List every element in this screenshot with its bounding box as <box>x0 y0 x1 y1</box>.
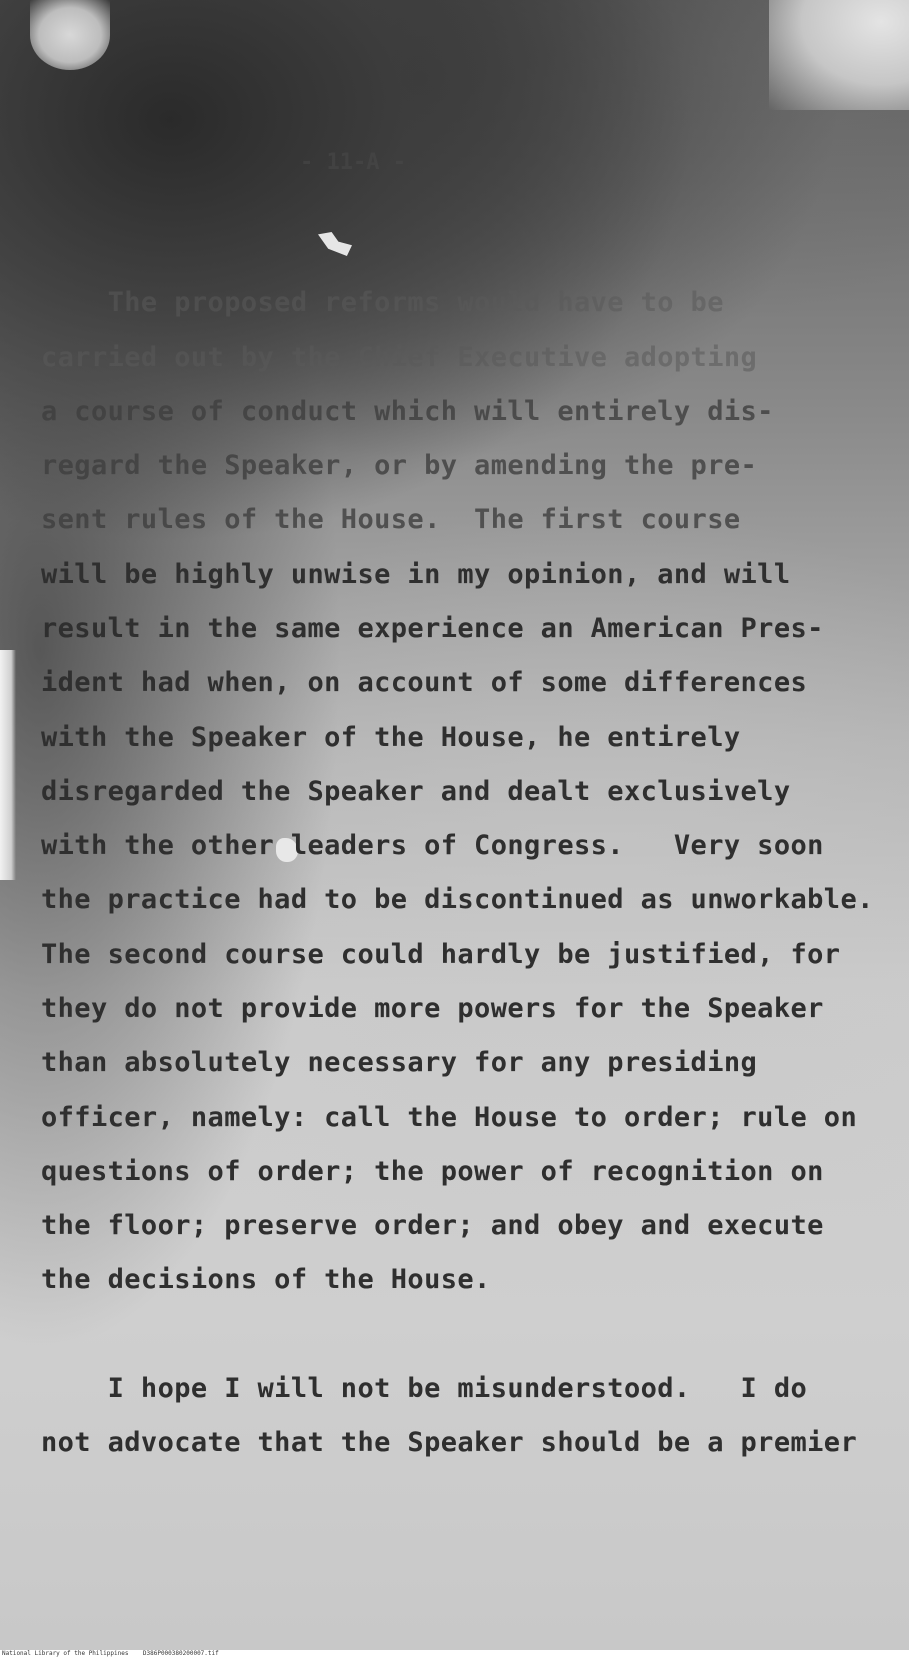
text-line: regard the Speaker, or by amending the pre- <box>41 450 758 481</box>
text-line: The proposed reforms would have to be <box>41 287 724 318</box>
text-line: the practice had to be discontinued as unworkable. <box>41 884 874 915</box>
text-line: the floor; preserve order; and obey and execute <box>41 1210 824 1241</box>
text-line: result in the same experience an American Pres- <box>41 613 824 644</box>
text-line: disregarded the Speaker and dealt exclusively <box>41 776 791 807</box>
text-line: carried out by the Chief Executive adopting <box>41 342 758 373</box>
page-number: - 11-A - <box>300 150 406 175</box>
text-line: a course of conduct which will entirely dis- <box>41 396 774 427</box>
text-line: the decisions of the House. <box>41 1264 491 1295</box>
scan-footer <box>0 1650 909 1658</box>
text-line: I hope I will not be misunderstood. I do <box>41 1373 808 1404</box>
text-line: with the other leaders of Congress. Very soon <box>41 830 824 861</box>
text-line: The second course could hardly be justified, for <box>41 939 841 970</box>
text-line: officer, namely: call the House to order; rule on <box>41 1102 858 1133</box>
paper-edge-highlight <box>0 650 16 880</box>
paper-damage-top-right <box>769 0 909 110</box>
text-line: than absolutely necessary for any presiding <box>41 1047 758 1078</box>
paper-damage-top-left <box>30 0 110 70</box>
paper-smudge <box>318 232 352 256</box>
scan-caption: National Library of the Philippines D386P000380200007.tif <box>2 1650 219 1657</box>
text-line: with the Speaker of the House, he entirely <box>41 722 741 753</box>
text-line: sent rules of the House. The first course <box>41 504 741 535</box>
text-line: not advocate that the Speaker should be a premier <box>41 1427 858 1458</box>
text-line: questions of order; the power of recognition on <box>41 1156 824 1187</box>
text-line: they do not provide more powers for the Speaker <box>41 993 824 1024</box>
text-line: will be highly unwise in my opinion, and will <box>41 559 791 590</box>
text-line: ident had when, on account of some differences <box>41 667 808 698</box>
